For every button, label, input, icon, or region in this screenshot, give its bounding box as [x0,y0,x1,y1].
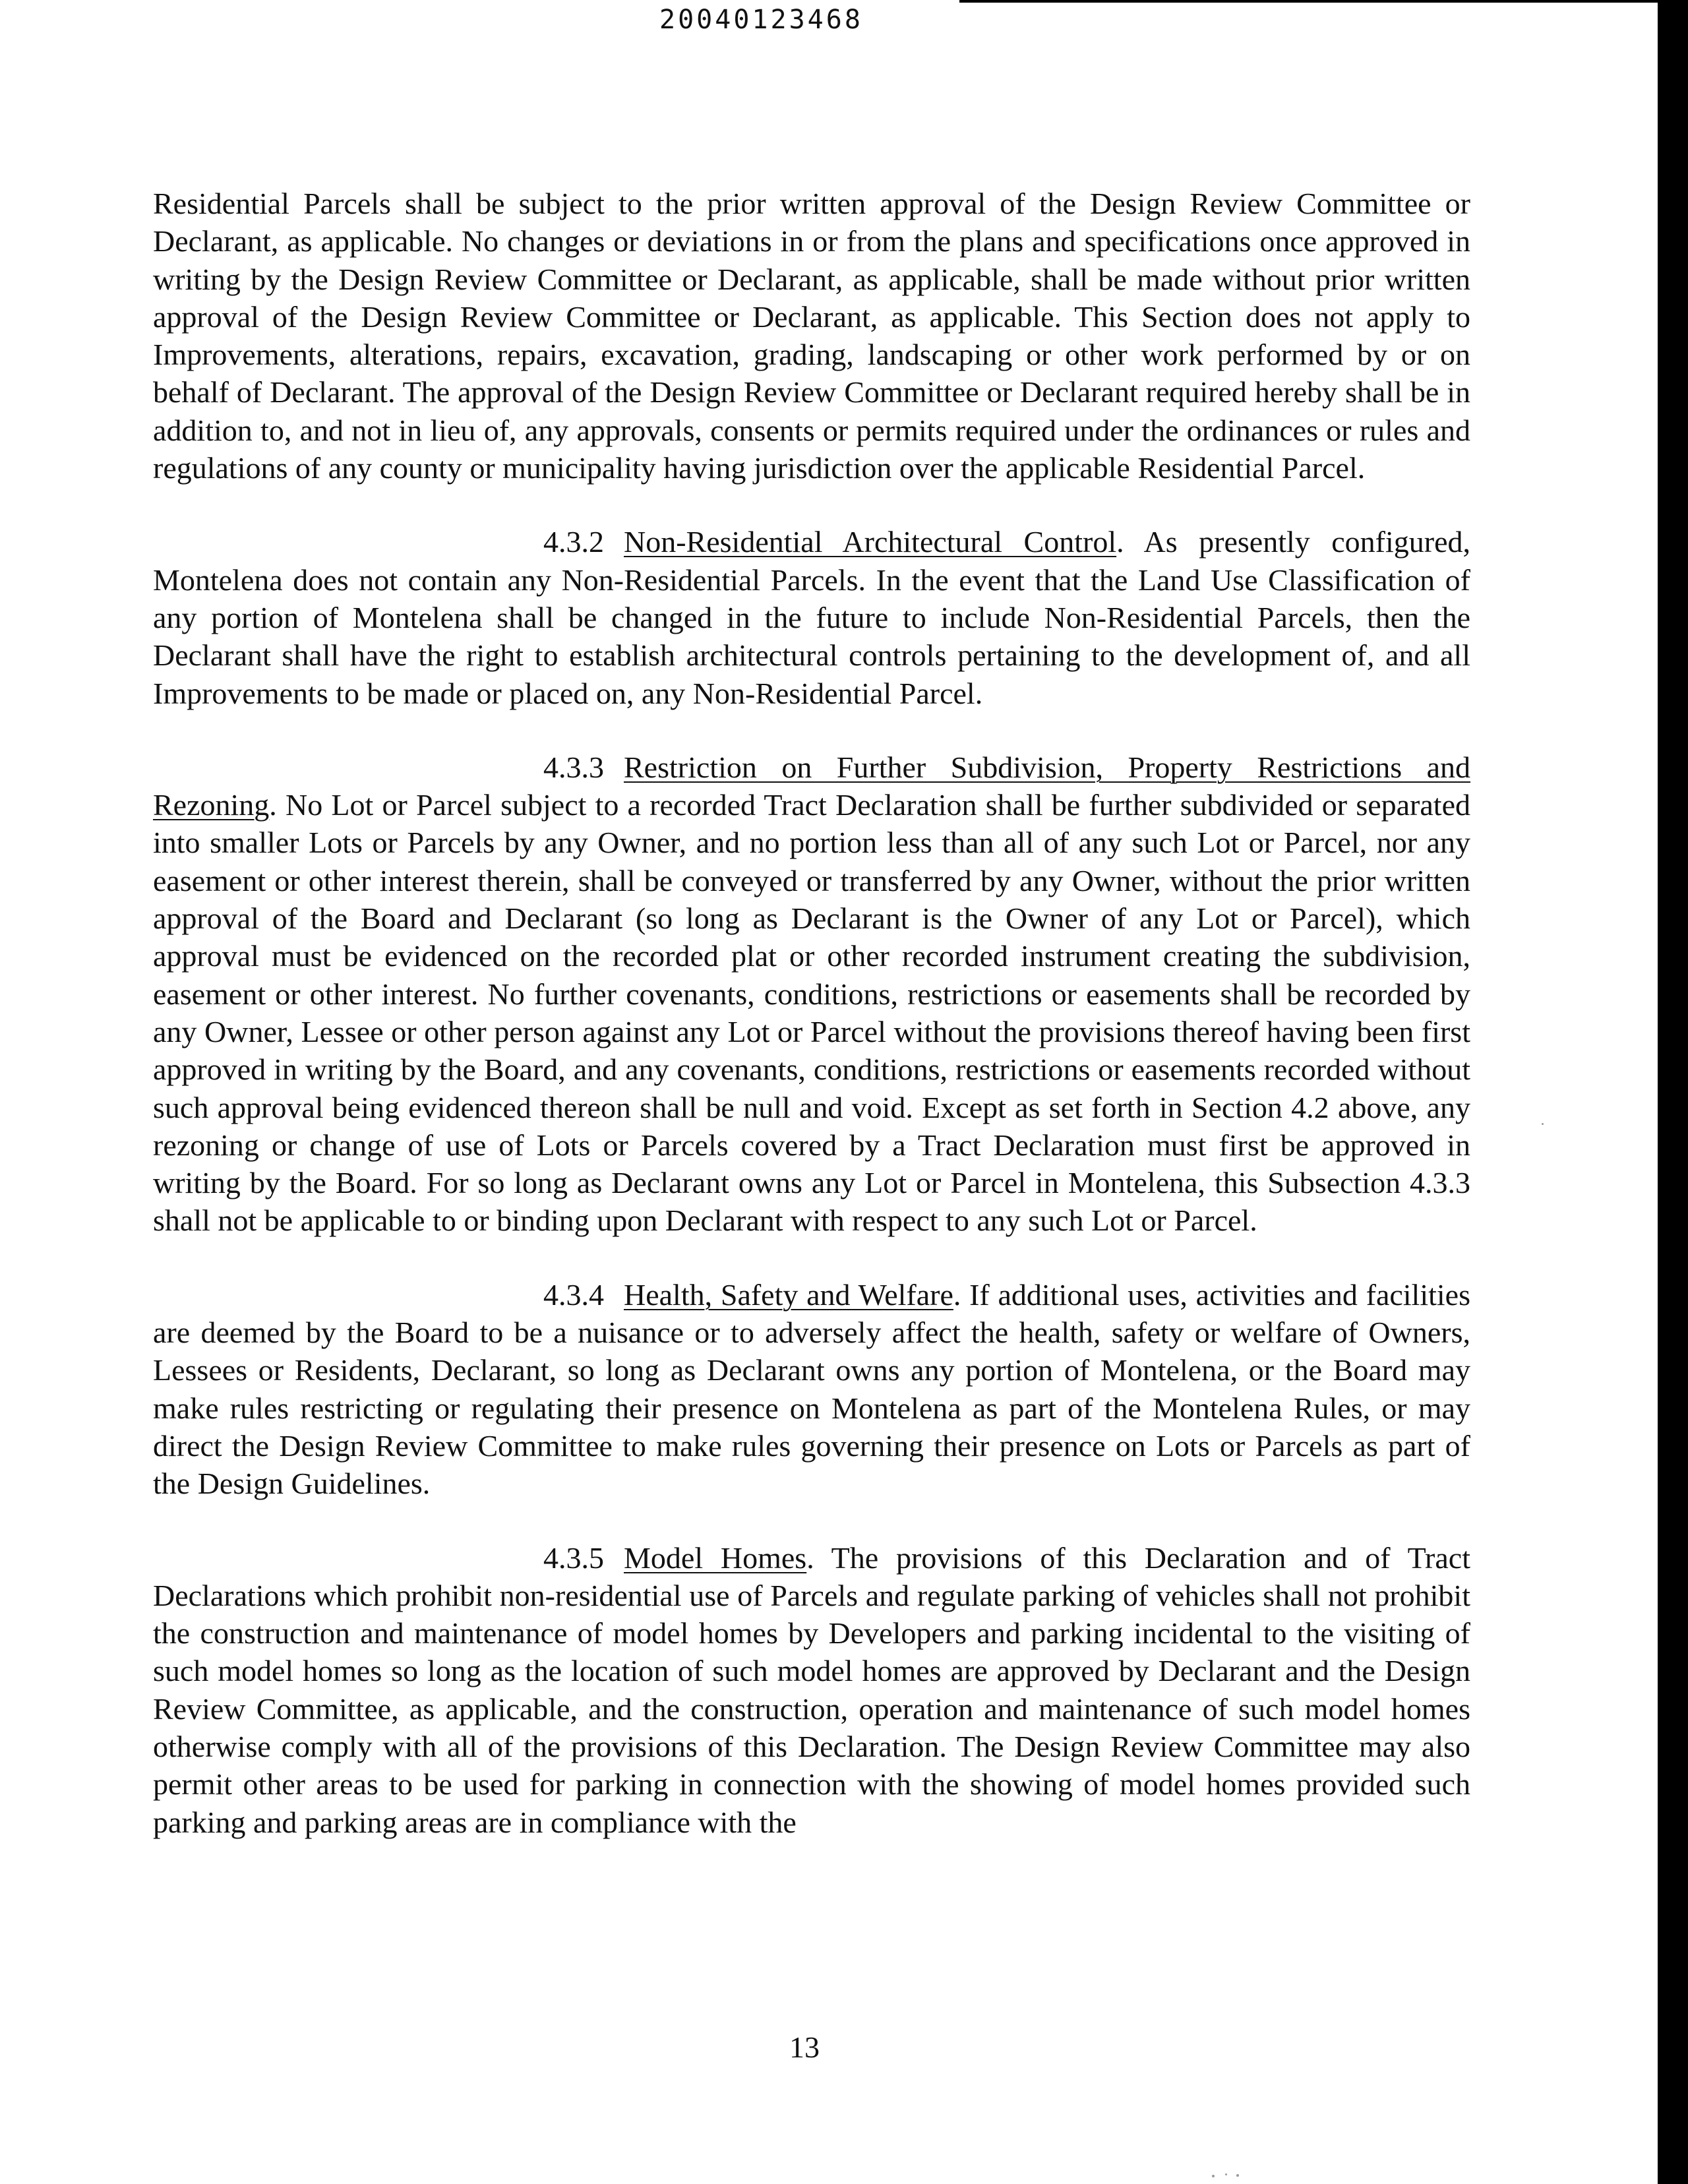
section-heading: Health, Safety and Welfare [624,1277,953,1312]
section-4-3-3 [153,748,1470,1240]
section-heading: Model Homes [624,1540,807,1575]
paragraph-text: Residential Parcels shall be subject to the prior written approval of the Design Review Committee or Declarant, as applicable. No changes or deviations in or from the plans and specifications once approved in writing by the Design Review Committee or Declarant, as applicable, shall be made without prior written approval of the Design Review Committee or Declarant, as applicable. This Section does not apply to Improvements, alterations, repairs, excavation, grading, landscaping or other work performed by or on behalf of Declarant. The approval of the Design Review Committee or Declarant required hereby shall be in addition to, and not in lieu of, any approvals, consents or permits required under the ordinances or rules and regulations of any county or municipality having jurisdiction over the applicable Residential Parcel. [153,187,1470,485]
section-number: 4.3.2 [543,525,604,559]
section-heading: Non-Residential Architectural Control [624,525,1117,559]
page-number: 13 [789,2030,820,2064]
body-text [153,185,1470,1877]
document-number: 20040123468 [659,5,863,35]
section-number: 4.3.4 [543,1277,604,1312]
section-text: . As presently configured, Montelena does not contain any Non-Residential Parcels. In the event that the Land Use Classification of any portion of Montelena shall be changed in the future to include Non-Residential Parcels, then the Declarant shall have the right to establish architectural controls pertaining to the development of, and all Improvements to be made or placed on, any Non-Residential Parcel. [153,525,1470,710]
section-text: . No Lot or Parcel subject to a recorded Tract Declaration shall be further subdivided or separated into smaller Lots or Parcels by any Owner, and no portion less than all of any such Lot or Parcel, nor any easement or other interest therein, shall be conveyed or transferred by any Owner, without the prior written approval of the Board and Declarant (so long as Declarant is the Owner of any Lot or Parcel), which approval must be evidenced on the recorded plat or other recorded instrument creating the subdivision, easement or other interest. No further covenants, conditions, restrictions or easements shall be recorded by any Owner, Lessee or other person against any Lot or Parcel without the provisions thereof having been first approved in writing by the Board, and any covenants, conditions, restrictions or easements recorded without such approval being evidenced thereon shall be null and void. Except as set forth in Section 4.2 above, any rezoning or change of use of Lots or Parcels covered by a Tract Declaration must first be approved in writing by the Board. For so long as Declarant owns any Lot or Parcel in Montelena, this Subsection 4.3.3 shall not be applicable to or binding upon Declarant with respect to any such Lot or Parcel. [153,788,1470,1238]
section-4-3-4 [153,1276,1470,1503]
section-heading: Restriction on Further Subdivision, Property Restrictions and Rezoning [153,750,1470,822]
top-rule [959,0,1658,3]
section-number: 4.3.3 [543,750,604,784]
section-4-3-5 [153,1539,1470,1841]
scan-speck [1225,2173,1227,2175]
section-text: . If additional uses, activities and facilities are deemed by the Board to be a nuisance or to adversely affect the health, safety or welfare of Owners, Lessees or Residents, Declarant, so long as Declarant owns any portion of Montelena, or the Board may make rules restricting or regulating their presence on Montelena as part of the Montelena Rules, or may direct the Design Review Committee to make rules governing their presence on Lots or Parcels as part of the Design Guidelines. [153,1277,1470,1501]
scan-speck [1212,2175,1215,2177]
section-text: . The provisions of this Declaration and of Tract Declarations which prohibit non-residential use of Parcels and regulate parking of vehicles shall not prohibit the construction and maintenance of model homes by Developers and parking incidental to the visiting of such model homes so long as the location of such model homes are approved by Declarant and the Design Review Committee, as applicable, and the construction, operation and maintenance of such model homes otherwise comply with all of the provisions of this Declaration. The Design Review Committee may also permit other areas to be used for parking in connection with the showing of model homes provided such parking and parking areas are in compliance with the [153,1540,1470,1839]
scan-speck [1542,1123,1544,1125]
paragraph-continuation [153,185,1470,487]
scan-edge-bar [1658,0,1688,2184]
section-number: 4.3.5 [543,1540,604,1575]
scan-speck [1236,2174,1239,2177]
section-4-3-2 [153,523,1470,712]
